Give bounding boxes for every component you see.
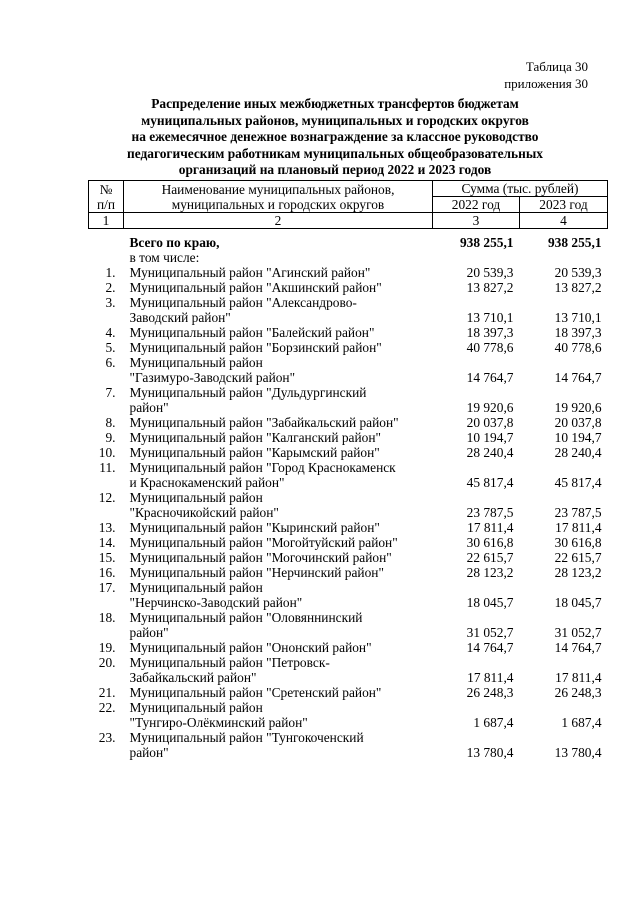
district-name-line: Муниципальный район "Борзинский район"	[129, 340, 382, 355]
column-number: 1	[89, 213, 124, 229]
row-number: 18.	[98, 610, 116, 625]
district-name-line: Муниципальный район "Балейский район"	[129, 325, 375, 340]
header-year-2022: 2022 год	[433, 197, 520, 213]
table-row	[89, 490, 608, 520]
amount-2022: 28 240,4	[466, 445, 514, 460]
amount-2023: 13 780,4	[554, 745, 602, 760]
amount-2022: 23 787,5	[466, 505, 514, 520]
amount-2023: 1 687,4	[561, 715, 602, 730]
district-name-line: Муниципальный район "Могойтуйский район"	[129, 535, 398, 550]
amount-2023: 14 764,7	[554, 370, 602, 385]
table-row	[89, 535, 608, 550]
district-name	[124, 490, 433, 520]
amount-2022: 28 123,2	[466, 565, 514, 580]
row-number: 6.	[105, 355, 116, 370]
amount-2022: 10 194,7	[466, 430, 514, 445]
amount-2023: 22 615,7	[554, 550, 602, 565]
district-name	[124, 610, 433, 640]
table-row	[89, 550, 608, 565]
district-name	[124, 580, 433, 610]
transfers-table	[88, 180, 608, 760]
district-name-line: Заводский район"	[129, 310, 231, 325]
including-label: в том числе:	[129, 250, 200, 265]
district-name-line: район"	[129, 400, 169, 415]
district-name-line: Муниципальный район "Александрово-	[129, 295, 357, 310]
title-line: муниципальных районов, муниципальных и городских округов	[141, 112, 529, 128]
district-name-line: Муниципальный район "Кыринский район"	[129, 520, 380, 535]
amount-2022: 30 616,8	[466, 535, 514, 550]
table-row	[89, 295, 608, 325]
amount-2022: 19 920,6	[466, 400, 514, 415]
row-number: 17.	[98, 580, 116, 595]
table-row	[89, 355, 608, 385]
district-name-line: Муниципальный район "Дульдургинский	[129, 385, 367, 400]
amount-2022: 17 811,4	[467, 670, 514, 685]
amount-2022: 13 780,4	[466, 745, 514, 760]
title-line: педагогическим работникам муниципальных общеобразовательных	[127, 145, 543, 161]
table-row	[89, 325, 608, 340]
district-name-line: район"	[129, 745, 169, 760]
row-number: 21.	[98, 685, 116, 700]
amount-2023: 30 616,8	[554, 535, 602, 550]
amount-2022: 14 764,7	[466, 640, 514, 655]
amount-2023: 28 240,4	[554, 445, 602, 460]
district-name	[124, 340, 433, 355]
amount-2022: 31 052,7	[466, 625, 514, 640]
row-number: 4.	[105, 325, 116, 340]
header-no-bottom: п/п	[89, 197, 124, 213]
row-number: 9.	[105, 430, 116, 445]
amount-2022: 14 764,7	[466, 370, 514, 385]
header-name-bottom: муниципальных и городских округов	[124, 197, 433, 213]
amount-2023: 17 811,4	[555, 670, 602, 685]
district-name	[124, 655, 433, 685]
district-name	[124, 415, 433, 430]
appendix-number: приложения 30	[504, 76, 588, 91]
amount-2023: 18 045,7	[554, 595, 602, 610]
header-sum: Сумма (тыс. рублей)	[433, 181, 608, 197]
total-row	[89, 229, 608, 251]
district-name	[124, 295, 433, 325]
table-row	[89, 610, 608, 640]
column-number-row	[89, 213, 608, 229]
subtotal-note-row	[89, 250, 608, 265]
district-name-line: Муниципальный район "Ононский район"	[129, 640, 372, 655]
column-number: 4	[520, 213, 608, 229]
amount-2023: 45 817,4	[554, 475, 602, 490]
row-number: 20.	[98, 655, 116, 670]
district-name-line: Муниципальный район	[129, 490, 263, 505]
amount-2022: 22 615,7	[466, 550, 514, 565]
amount-2023: 10 194,7	[554, 430, 602, 445]
district-name-line: Муниципальный район "Агинский район"	[129, 265, 371, 280]
amount-2022: 17 811,4	[467, 520, 514, 535]
table-row	[89, 520, 608, 535]
row-number: 19.	[98, 640, 116, 655]
table-row	[89, 445, 608, 460]
row-number: 23.	[98, 730, 116, 745]
amount-2023: 18 397,3	[554, 325, 602, 340]
amount-2023: 20 539,3	[554, 265, 602, 280]
document-title	[95, 96, 575, 179]
header-year-2023: 2023 год	[520, 197, 608, 213]
district-name	[124, 325, 433, 340]
title-line: Распределение иных межбюджетных трансфертов бюджетам	[151, 96, 519, 111]
header-row	[89, 181, 608, 197]
district-name-line: Муниципальный район "Калганский район"	[129, 430, 381, 445]
column-number: 2	[124, 213, 433, 229]
district-name-line: Муниципальный район	[129, 355, 263, 370]
district-name	[124, 565, 433, 580]
district-name-line: Муниципальный район "Акшинский район"	[129, 280, 382, 295]
row-number: 11.	[99, 460, 116, 475]
district-name-line: Муниципальный район "Тунгокоченский	[129, 730, 364, 745]
amount-2023: 26 248,3	[554, 685, 602, 700]
total-label: Всего по краю,	[129, 235, 220, 250]
amount-2022: 20 037,8	[466, 415, 514, 430]
table-row	[89, 685, 608, 700]
table-row	[89, 640, 608, 655]
table-row	[89, 430, 608, 445]
district-name	[124, 550, 433, 565]
row-number: 14.	[98, 535, 116, 550]
amount-2023: 31 052,7	[554, 625, 602, 640]
district-name	[124, 535, 433, 550]
total-2022: 938 255,1	[459, 235, 514, 250]
amount-2022: 18 397,3	[466, 325, 514, 340]
district-name-line: район"	[129, 625, 169, 640]
district-name-line: Муниципальный район	[129, 700, 263, 715]
row-number: 3.	[105, 295, 116, 310]
row-number: 7.	[105, 385, 116, 400]
district-name-line: "Газимуро-Заводский район"	[129, 370, 296, 385]
header-name-top: Наименование муниципальных районов,	[124, 181, 433, 197]
table-row	[89, 655, 608, 685]
district-name-line: Муниципальный район "Нерчинский район"	[129, 565, 384, 580]
header-no-top: №	[89, 181, 124, 197]
table-row	[89, 730, 608, 760]
amount-2023: 20 037,8	[554, 415, 602, 430]
title-line: на ежемесячное денежное вознаграждение за классное руководство	[131, 129, 539, 144]
amount-2023: 14 764,7	[554, 640, 602, 655]
row-number: 2.	[105, 280, 116, 295]
row-number: 12.	[98, 490, 116, 505]
district-name-line: и Краснокаменский район"	[129, 475, 285, 490]
amount-2022: 40 778,6	[466, 340, 514, 355]
district-name	[124, 640, 433, 655]
amount-2023: 23 787,5	[554, 505, 602, 520]
amount-2023: 40 778,6	[554, 340, 602, 355]
row-number: 16.	[98, 565, 116, 580]
amount-2023: 17 811,4	[555, 520, 602, 535]
district-name-line: Забайкальский район"	[129, 670, 257, 685]
row-number: 5.	[105, 340, 116, 355]
amount-2022: 13 827,2	[466, 280, 514, 295]
table-row	[89, 580, 608, 610]
row-number: 22.	[98, 700, 116, 715]
title-line: организаций на плановый период 2022 и 2023 годов	[178, 162, 492, 177]
table-reference	[504, 58, 588, 92]
table-number: Таблица 30	[525, 59, 588, 74]
row-number: 8.	[105, 415, 116, 430]
row-number: 13.	[98, 520, 116, 535]
amount-2022: 20 539,3	[466, 265, 514, 280]
amount-2022: 18 045,7	[466, 595, 514, 610]
district-name	[124, 430, 433, 445]
district-name	[124, 520, 433, 535]
district-name	[124, 265, 433, 280]
header-row	[89, 197, 608, 213]
district-name-line: Муниципальный район	[129, 580, 263, 595]
district-name	[124, 280, 433, 295]
table-row	[89, 280, 608, 295]
table-row	[89, 265, 608, 280]
district-name-line: Муниципальный район "Оловяннинский	[129, 610, 363, 625]
district-name	[124, 685, 433, 700]
amount-2023: 13 827,2	[554, 280, 602, 295]
amount-2022: 13 710,1	[466, 310, 514, 325]
table-row	[89, 460, 608, 490]
district-name	[124, 460, 433, 490]
amount-2022: 1 687,4	[473, 715, 514, 730]
row-number: 1.	[105, 265, 116, 280]
district-name-line: Муниципальный район "Забайкальский район"	[129, 415, 399, 430]
district-name	[124, 730, 433, 760]
amount-2023: 19 920,6	[554, 400, 602, 415]
table-row	[89, 565, 608, 580]
district-name-line: Муниципальный район "Могочинский район"	[129, 550, 392, 565]
table-row	[89, 415, 608, 430]
district-name-line: Муниципальный район "Петровск-	[129, 655, 330, 670]
district-name-line: "Нерчинско-Заводский район"	[129, 595, 303, 610]
district-name-line: "Красночикойский район"	[129, 505, 279, 520]
column-number: 3	[433, 213, 520, 229]
row-number: 10.	[98, 445, 116, 460]
amount-2022: 26 248,3	[466, 685, 514, 700]
district-name-line: Муниципальный район "Сретенский район"	[129, 685, 382, 700]
district-name	[124, 445, 433, 460]
district-name-line: Муниципальный район "Карымский район"	[129, 445, 380, 460]
district-name	[124, 385, 433, 415]
table-row	[89, 700, 608, 730]
district-name	[124, 355, 433, 385]
district-name	[124, 700, 433, 730]
district-name-line: Муниципальный район "Город Краснокаменск	[129, 460, 396, 475]
district-name-line: "Тунгиро-Олёкминский район"	[129, 715, 308, 730]
table-row	[89, 385, 608, 415]
table-row	[89, 340, 608, 355]
amount-2023: 28 123,2	[554, 565, 602, 580]
amount-2022: 45 817,4	[466, 475, 514, 490]
total-2023: 938 255,1	[547, 235, 602, 250]
row-number: 15.	[98, 550, 116, 565]
amount-2023: 13 710,1	[554, 310, 602, 325]
